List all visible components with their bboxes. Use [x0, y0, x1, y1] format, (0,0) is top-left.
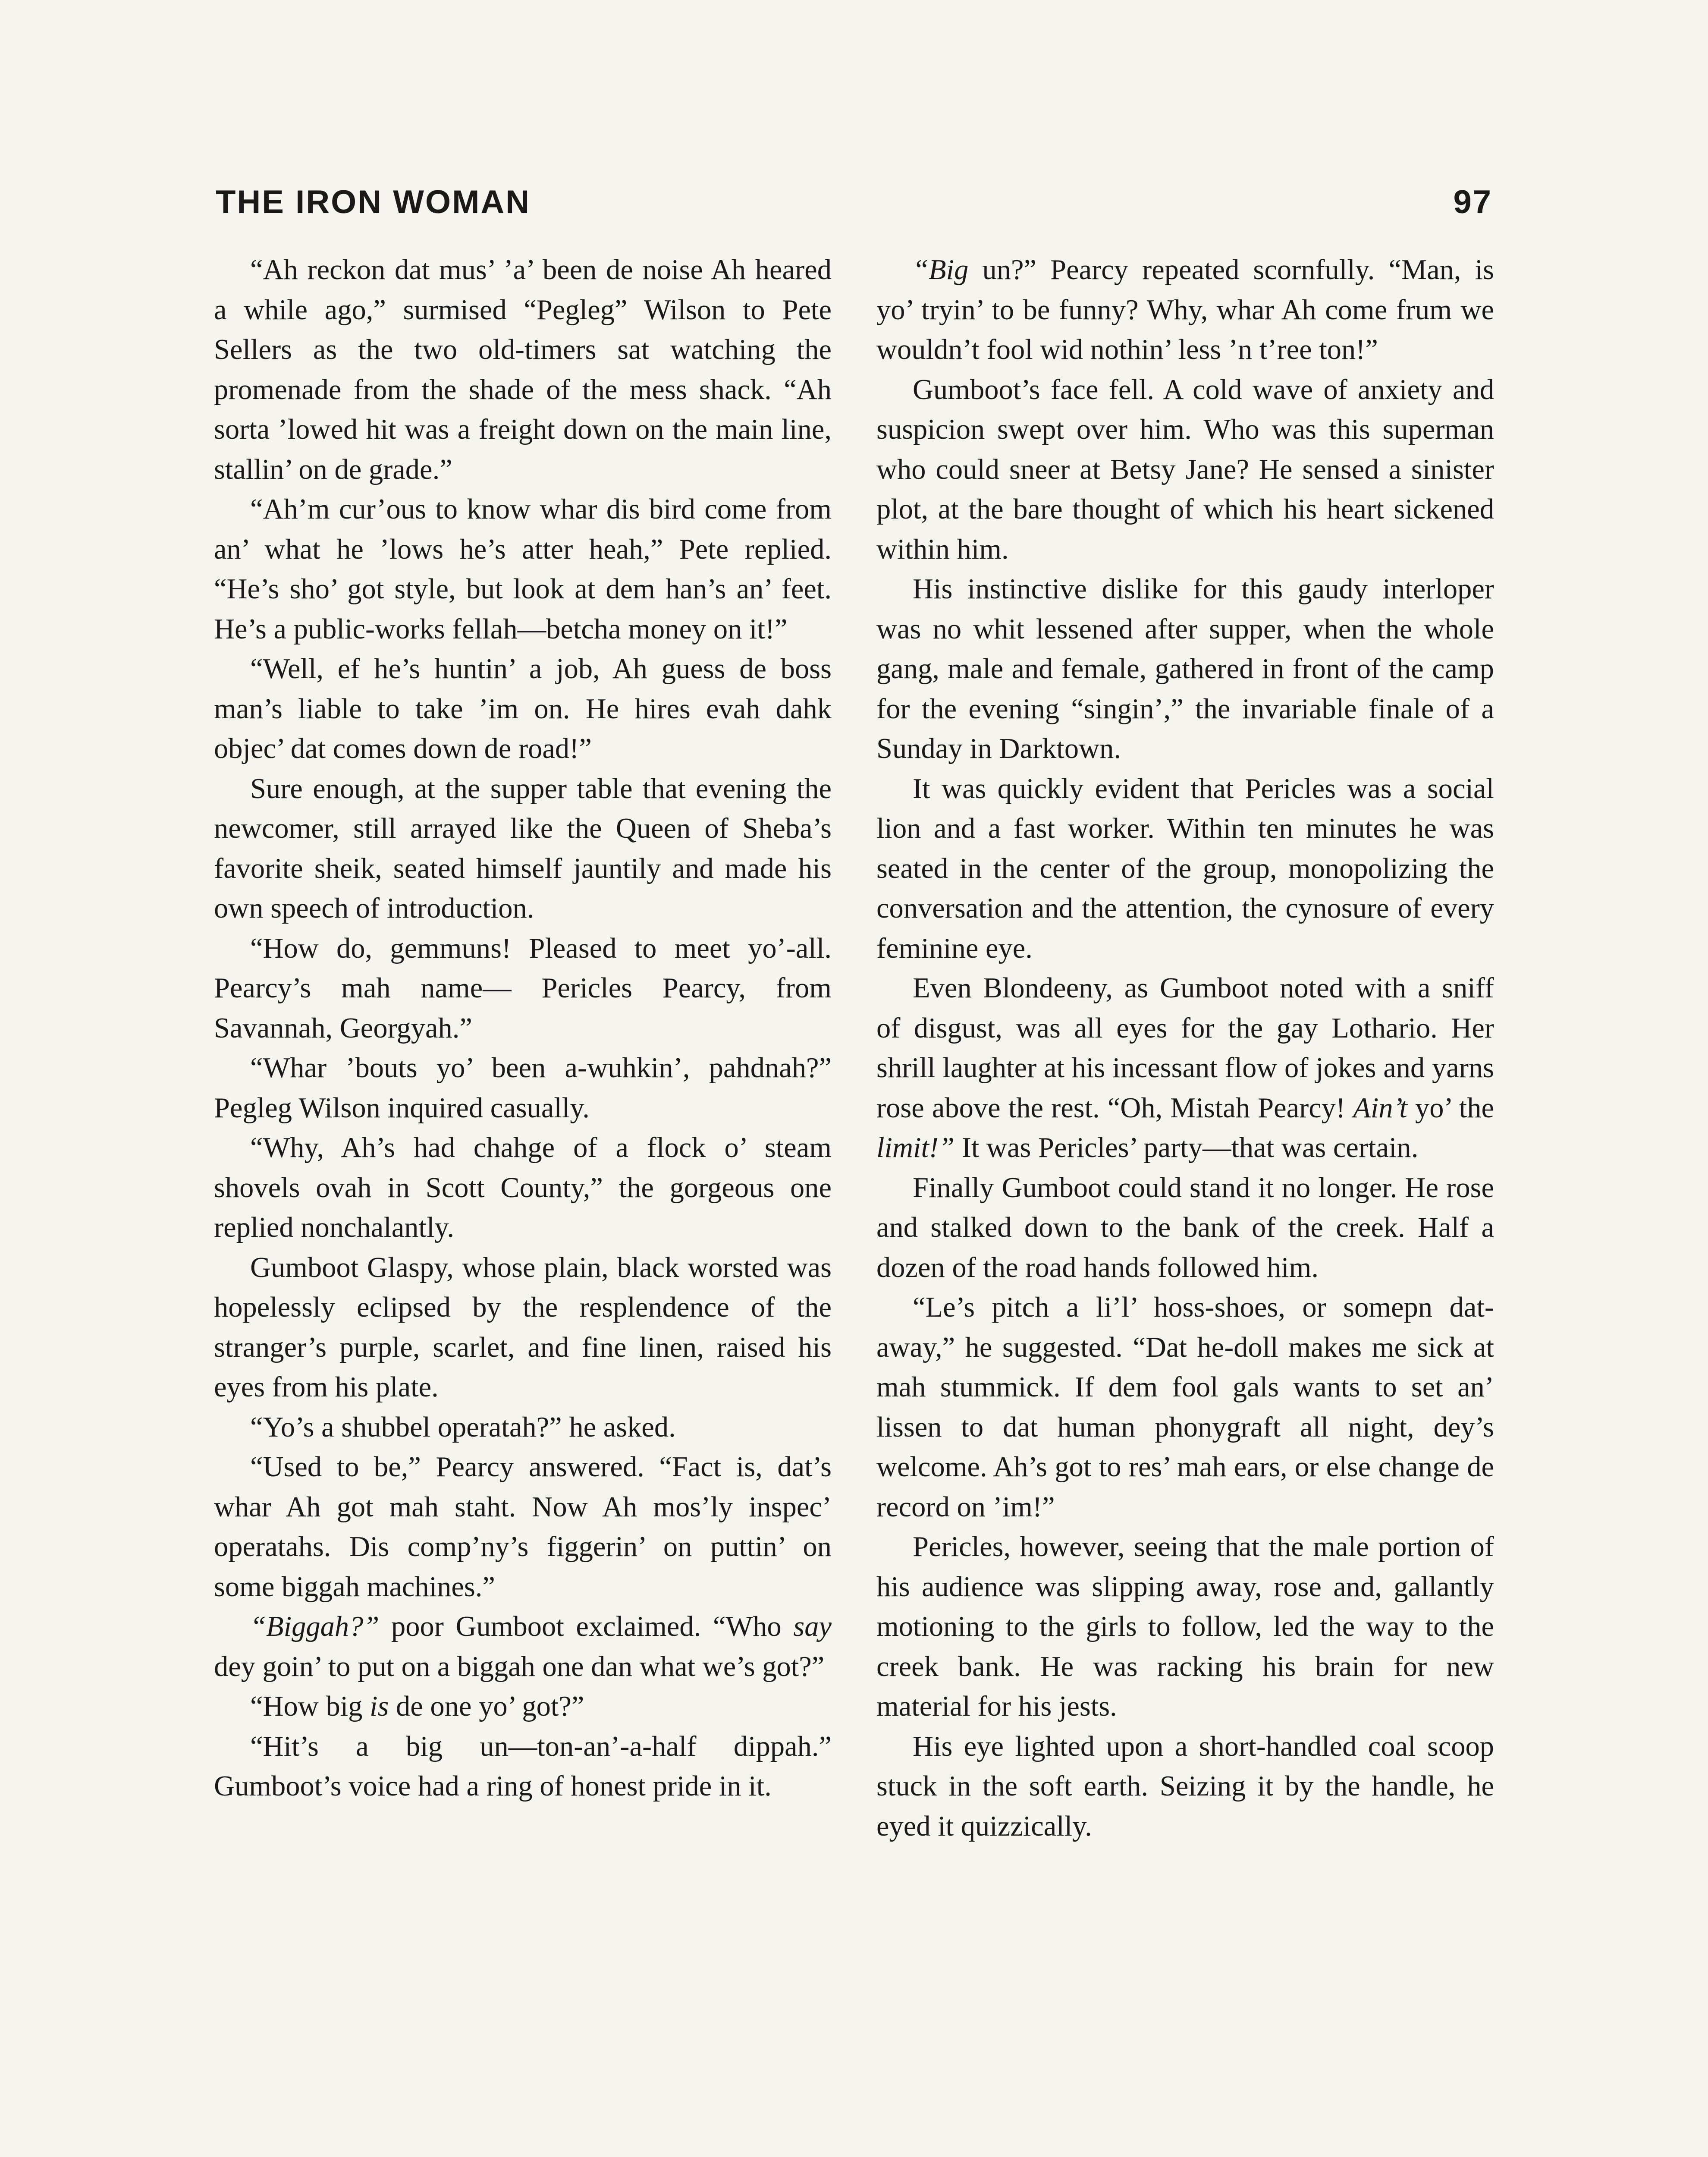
- right-column: [876, 250, 1494, 2157]
- paragraph-text: un?” Pearcy repeated scornfully. “Man, is yo’ tryin’ to be funny? Why, whar Ah come frum we wouldn’t fool wid nothin’ less ’n t’ree ton!”: [876, 254, 1494, 365]
- paragraph-text: It was Pericles’ party—that was certain.: [954, 1132, 1419, 1163]
- paragraph: “Le’s pitch a li’l’ hoss-shoes, or somepn dat-away,” he suggested. “Dat he-doll makes me sick at mah stummick. If dem fool gals wants to set an’ lissen to dat human phonygraft all night, dey’s welcome. Ah’s got to res’ mah ears, or else change de record on ’im!”: [876, 1292, 1494, 1523]
- paragraph: It was quickly evident that Pericles was a social lion and a fast worker. Within ten minutes he was seated in the center of the group, monopolizing the conversation and the attention, the cynosure of every feminine eye.: [876, 773, 1494, 964]
- paragraph: “How do, gemmuns! Pleased to meet yo’-all. Pearcy’s mah name— Pericles Pearcy, from Savannah, Georgyah.”: [214, 932, 832, 1044]
- left-column: [214, 250, 832, 2157]
- italic-text: Ain’t: [1353, 1092, 1407, 1124]
- paragraph: Gumboot Glaspy, whose plain, black worsted was hopelessly eclipsed by the resplendence of the stranger’s purple, scarlet, and fine linen, raised his eyes from his plate.: [214, 1251, 832, 1403]
- paragraph: “Whar ’bouts yo’ been a-wuhkin’, pahdnah?” Pegleg Wilson inquired casually.: [214, 1052, 832, 1124]
- paragraph: “Why, Ah’s had chahge of a flock o’ steam shovels ovah in Scott County,” the gorgeous one replied nonchalantly.: [214, 1132, 832, 1243]
- paragraph-text: yo’ the: [1407, 1092, 1494, 1124]
- paragraph-text: dey goin’ to put on a biggah one dan what we’s got?”: [214, 1651, 825, 1682]
- paragraph-text: de one yo’ got?”: [389, 1691, 584, 1722]
- paragraph: [876, 968, 1494, 1168]
- italic-text: limit!”: [876, 1132, 955, 1163]
- running-title: THE IRON WOMAN: [216, 184, 531, 220]
- italic-text: is: [370, 1691, 389, 1722]
- paragraph: “Ah’m cur’ous to know whar dis bird come from an’ what he ’lows he’s atter heah,” Pete replied. “He’s sho’ got style, but look at dem han’s an’ feet. He’s a public-works fellah—betcha money on it!”: [214, 494, 832, 645]
- italic-text: “Big: [913, 254, 969, 286]
- paragraph: “Ah reckon dat mus’ ’a’ been de noise Ah heared a while ago,” surmised “Pegleg” Wilson to Pete Sellers as the two old-timers sat watching the promenade from the shade of the mess shack. “Ah sorta ’lowed hit was a freight down on the main line, stallin’ on de grade.”: [214, 254, 832, 485]
- paragraph: His instinctive dislike for this gaudy interloper was no whit lessened after supper, when the whole gang, male and female, gathered in front of the camp for the evening “singin’,” the invariable finale of a Sunday in Darktown.: [876, 573, 1494, 764]
- paragraph: “Used to be,” Pearcy answered. “Fact is, dat’s whar Ah got mah staht. Now Ah mos’ly inspec’ operatahs. Dis comp’ny’s figgerin’ on puttin’ on some biggah machines.”: [214, 1451, 832, 1603]
- paragraph-text: “How big: [250, 1691, 370, 1722]
- page-header: [216, 183, 1492, 231]
- paragraph: [214, 1607, 832, 1687]
- paragraph: [876, 250, 1494, 370]
- paragraph: Finally Gumboot could stand it no longer. He rose and stalked down to the bank of the creek. Half a dozen of the road hands followed him.: [876, 1172, 1494, 1283]
- paragraph: Pericles, however, seeing that the male portion of his audience was slipping away, rose and, gallantly motioning to the girls to follow, led the way to the creek bank. He was racking his brain for new material for his jests.: [876, 1531, 1494, 1722]
- italic-text: say: [793, 1611, 832, 1642]
- paragraph-text: poor Gumboot exclaimed. “Who: [379, 1611, 794, 1642]
- paragraph: [214, 1687, 832, 1727]
- paragraph: “Hit’s a big un—ton-an’-a-half dippah.” Gumboot’s voice had a ring of honest pride in it.: [214, 1730, 832, 1802]
- paragraph: “Well, ef he’s huntin’ a job, Ah guess de boss man’s liable to take ’im on. He hires evah dahk objec’ dat comes down de road!”: [214, 653, 832, 764]
- italic-text: “Biggah?”: [250, 1611, 380, 1642]
- page-number: 97: [1453, 184, 1492, 220]
- paragraph: Sure enough, at the supper table that evening the newcomer, still arrayed like the Queen of Sheba’s favorite sheik, seated himself jauntily and made his own speech of introduction.: [214, 773, 832, 924]
- paragraph: “Yo’s a shubbel operatah?” he asked.: [250, 1411, 676, 1443]
- paragraph-text: Even Blondeeny, as Gumboot noted with a sniff of disgust, was all eyes for the gay Lothario. Her shrill laughter at his incessant flow of jokes and yarns rose above the rest. “Oh, Mistah Pearcy!: [876, 972, 1494, 1124]
- paragraph: His eye lighted upon a short-handled coal scoop stuck in the soft earth. Seizing it by the handle, he eyed it quizzically.: [876, 1730, 1494, 1842]
- paragraph: Gumboot’s face fell. A cold wave of anxiety and suspicion swept over him. Who was this superman who could sneer at Betsy Jane? He sensed a sinister plot, at the bare thought of which his heart sickened within him.: [876, 374, 1494, 565]
